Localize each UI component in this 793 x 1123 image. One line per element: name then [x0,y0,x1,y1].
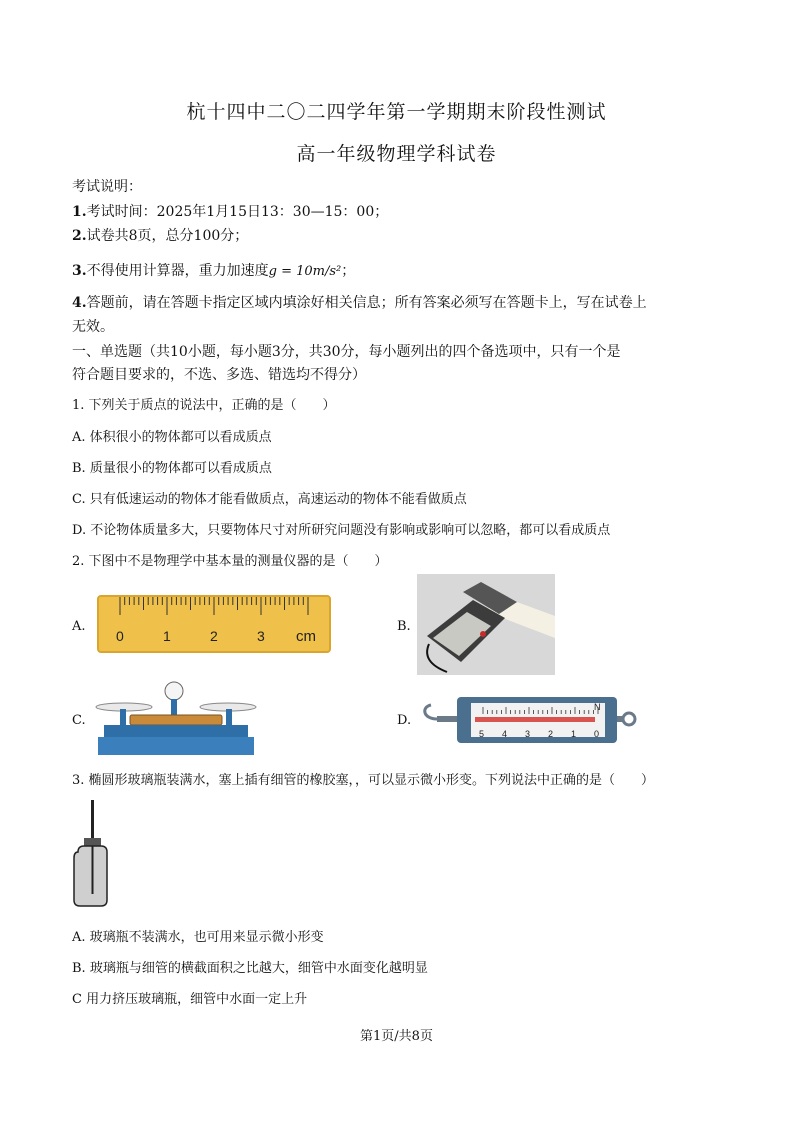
gravity-formula: g = 10m/s² [268,264,342,279]
q2-label-a: A. [72,619,86,634]
instruction-3 [72,260,355,280]
instruction-number: 4. [72,295,87,311]
scale-tick-label: 1 [571,729,577,739]
tube-inside [92,846,94,894]
instruction-text: 试卷共8页，总分100分； [86,228,249,244]
balance-scale-image [94,681,258,759]
page-number: 第1页/共8页 [360,1029,433,1044]
balance-base-top [104,725,248,737]
ruler-tick-label: 3 [257,628,265,644]
left-hook [425,705,437,719]
q3-option-b: B. 玻璃瓶与细管的横截面积之比越大，细管中水面变化越明显 [72,961,428,976]
ruler-tick-label: 0 [116,628,124,644]
q1-option-a: A. 体积很小的物体都可以看成质点 [72,430,272,445]
instruction-text: 答题前，请在答题卡指定区域内填涂好相关信息；所有答案必须写在答题卡上，写在试卷上 [86,295,647,311]
q1-option-c: C. 只有低速运动的物体才能看做质点，高速运动的物体不能看做质点 [72,492,467,507]
instruction-text: 不得使用计算器，重力加速度 [86,263,269,279]
scale-unit-label: N [594,702,601,712]
scale-tick-label: 0 [594,729,600,739]
left-hook-stem [437,716,457,722]
timer-photo [417,574,555,675]
ruler-image [96,593,340,659]
q3-option-c: C 用力挤压玻璃瓶，细管中水面一定上升 [72,992,308,1007]
instruction-tail: ； [341,263,356,279]
instruction-2 [72,225,248,245]
instruction-4-line1 [72,292,647,312]
section-heading-line2: 符合题目要求的，不选、多选、错选均不得分） [72,367,366,383]
instruction-1 [72,201,388,221]
scale-tick-label: 5 [479,729,485,739]
ruler-tick-label: 1 [163,628,171,644]
q3-stem: 3. 椭圆形玻璃瓶装满水，塞上插有细管的橡胶塞，，可以显示微小形变。下列说法中正确的是（ ） [72,773,655,788]
section-heading-line1: 一、单选题（共10小题，每小题3分，共30分，每小题列出的四个备选项中，只有一个是 [72,344,621,360]
scale-indicator [475,717,595,722]
instruction-4-line2: 无效。 [72,319,114,335]
scale-tick-label: 3 [525,729,531,739]
ruler-unit-label: cm [296,628,316,645]
balance-dial [165,682,183,700]
q1-option-b: B. 质量很小的物体都可以看成质点 [72,461,272,476]
right-post [226,709,232,725]
left-post [120,709,126,725]
glass-bottle-image [72,800,114,910]
ruler-tick-label: 2 [210,628,218,644]
instruction-number: 2. [72,228,87,244]
instruction-text: 考试时间：2025年1月15日13：30—15：00； [86,204,389,220]
scale-tick-label: 4 [502,729,508,739]
instruction-number: 1. [72,204,87,220]
indicator-light [480,631,486,637]
q3-option-a: A. 玻璃瓶不装满水，也可用来显示微小形变 [72,930,324,945]
scale-tick-label: 2 [548,729,554,739]
q1-option-d: D. 不论物体质量多大，只要物体尺寸对所研究问题没有影响或影响可以忽略，都可以看成质点 [72,523,611,538]
q2-label-b: B. [397,619,411,634]
q2-stem: 2. 下图中不是物理学中基本量的测量仪器的是（ ） [72,554,388,569]
q1-stem: 1. 下列关于质点的说法中，正确的是（ ） [72,398,336,413]
balance-base [98,737,254,755]
instructions-heading: 考试说明： [72,179,142,195]
spring-scale-image [419,693,637,747]
q2-label-c: C. [72,713,86,728]
right-ring [623,713,635,725]
instruction-number: 3. [72,263,87,279]
exam-title: 杭十四中二〇二四学年第一学期期末阶段性测试 [186,101,607,123]
exam-subtitle: 高一年级物理学科试卷 [296,143,497,165]
bottle-body [74,846,107,906]
q2-label-d: D. [397,713,412,728]
beam-scale [130,715,222,725]
